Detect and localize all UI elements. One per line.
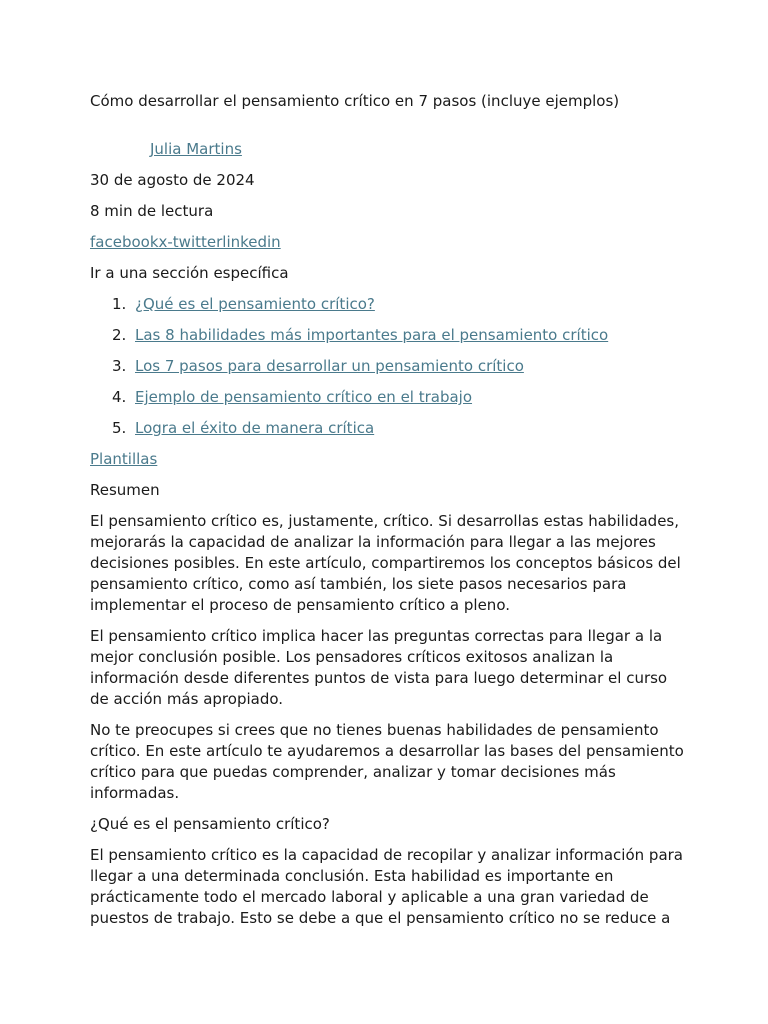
table-of-contents xyxy=(90,294,690,439)
toc-link-exito[interactable]: Logra el éxito de manera crítica xyxy=(135,419,375,437)
toc-item-number: 5. xyxy=(112,419,127,437)
toc-item xyxy=(90,294,690,315)
toc-heading: Ir a una sección específica xyxy=(90,264,289,282)
toc-link-que-es[interactable]: ¿Qué es el pensamiento crítico? xyxy=(135,295,375,313)
toc-link-habilidades[interactable]: Las 8 habilidades más importantes para el pensamiento crítico xyxy=(135,326,609,344)
share-links xyxy=(90,232,690,253)
toc-item-number: 2. xyxy=(112,326,127,344)
templates-link[interactable]: Plantillas xyxy=(90,450,158,468)
body-paragraph: No te preocupes si crees que no tienes buenas habilidades de pensamiento crítico. En este artículo te ayudaremos a desarrollar las bases del pensamiento crítico para que puedas comprender, analizar y tomar decisiones más informadas. xyxy=(90,721,684,802)
section-paragraph: El pensamiento crítico es la capacidad de recopilar y analizar información para llegar a una determinada conclusión. Esta habilidad es importante en prácticamente todo el mercado laboral y aplicable a una gran variedad de puestos de trabajo. Esto se debe a que el pensamiento crítico no se reduce a xyxy=(90,846,683,927)
author-line xyxy=(90,139,690,160)
read-time: 8 min de lectura xyxy=(90,202,214,220)
templates-line xyxy=(90,449,690,470)
summary-heading: Resumen xyxy=(90,481,160,499)
publish-date: 30 de agosto de 2024 xyxy=(90,171,255,189)
article-title: Cómo desarrollar el pensamiento crítico en 7 pasos (incluye ejemplos) xyxy=(90,92,620,110)
toc-item xyxy=(90,387,690,408)
toc-link-pasos[interactable]: Los 7 pasos para desarrollar un pensamiento crítico xyxy=(135,357,524,375)
toc-item xyxy=(90,325,690,346)
article-page xyxy=(90,91,690,939)
author-link[interactable]: Julia Martins xyxy=(150,140,242,158)
toc-item xyxy=(90,418,690,439)
body-paragraph: El pensamiento crítico implica hacer las preguntas correctas para llegar a la mejor conclusión posible. Los pensadores críticos exitosos analizan la información desde diferentes puntos de vista para luego determinar el curso de acción más apropiado. xyxy=(90,627,668,708)
section-heading: ¿Qué es el pensamiento crítico? xyxy=(90,815,330,833)
toc-item-number: 1. xyxy=(112,295,127,313)
toc-link-ejemplo[interactable]: Ejemplo de pensamiento crítico en el trabajo xyxy=(135,388,473,406)
social-share-links[interactable]: facebookx-twitterlinkedin xyxy=(90,233,281,251)
body-paragraph: El pensamiento crítico es, justamente, crítico. Si desarrollas estas habilidades, mejorarás la capacidad de analizar la información para llegar a las mejores decisiones posibles. En este artículo, compartiremos los conceptos básicos del pensamiento crítico, como así también, los siete pasos necesarios para implementar el proceso de pensamiento crítico a pleno. xyxy=(90,512,681,614)
toc-item-number: 4. xyxy=(112,388,127,406)
toc-item xyxy=(90,356,690,377)
toc-item-number: 3. xyxy=(112,357,127,375)
